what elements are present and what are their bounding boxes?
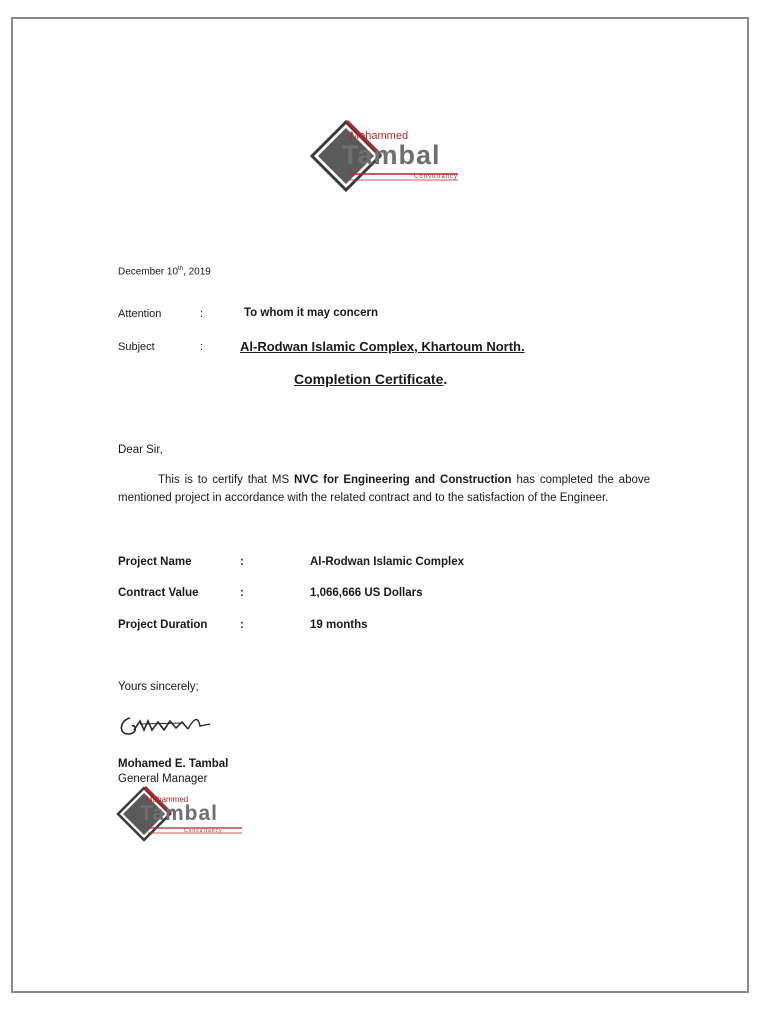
closing: Yours sincerely;: [118, 681, 199, 693]
detail-colon-project-duration: :: [240, 619, 244, 631]
letter-date: [118, 266, 211, 277]
title-text: Completion Certificate: [294, 371, 444, 387]
logo-line1: Mohammed: [350, 130, 409, 142]
date-day: December 10: [118, 266, 179, 278]
detail-colon-contract-value: :: [240, 587, 244, 599]
salutation: Dear Sir,: [118, 444, 163, 456]
detail-colon-project-name: :: [240, 556, 244, 568]
footer-logo: [116, 786, 246, 844]
subject-value: Al-Rodwan Islamic Complex, Khartoum North.: [240, 339, 525, 354]
body-company: NVC for Engineering and Construction: [294, 474, 512, 486]
attention-colon: :: [200, 308, 204, 320]
detail-label-project-name: Project Name: [118, 556, 192, 568]
footer-logo-line2: Tambal: [140, 802, 218, 825]
footer-logo-line1: Mohammed: [146, 795, 189, 804]
date-sup: th: [178, 266, 184, 272]
signer-title: General Manager: [118, 773, 208, 785]
attention-value: To whom it may concern: [244, 307, 378, 319]
header-logo: [310, 118, 465, 193]
signature-icon: [118, 712, 213, 740]
body-paragraph: [118, 471, 650, 507]
subject-colon: :: [200, 341, 204, 353]
body-pre: This is to certify that MS: [158, 474, 294, 486]
body-post: has completed the above mentioned project in accordance with the related contract and to the satisfaction of the Engineer.: [118, 474, 651, 504]
logo-line2: Tambal: [342, 140, 441, 170]
attention-label: Attention: [118, 308, 162, 320]
title-dot: .: [443, 371, 448, 387]
subject-label: Subject: [118, 341, 155, 353]
date-year: , 2019: [183, 266, 211, 278]
signer-name: Mohamed E. Tambal: [118, 758, 229, 770]
detail-value-project-name: Al-Rodwan Islamic Complex: [310, 556, 465, 568]
detail-value-project-duration: 19 months: [310, 619, 368, 631]
certificate-title: [294, 371, 447, 387]
detail-value-contract-value: 1,066,666 US Dollars: [310, 587, 423, 599]
footer-logo-line3: Consultancy: [184, 828, 223, 834]
detail-label-project-duration: Project Duration: [118, 619, 208, 631]
detail-label-contract-value: Contract Value: [118, 587, 199, 599]
logo-line3: Consultancy: [414, 174, 459, 180]
